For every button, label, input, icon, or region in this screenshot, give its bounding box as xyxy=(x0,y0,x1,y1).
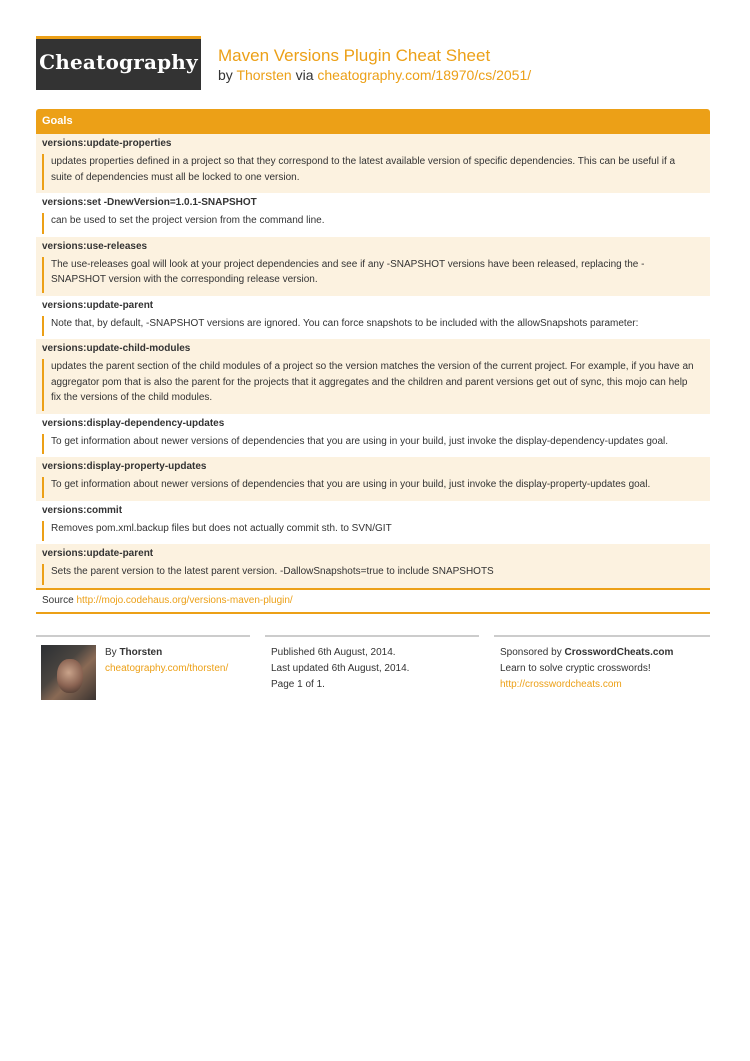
page-count: Page 1 of 1. xyxy=(271,679,325,690)
list-item xyxy=(36,457,710,501)
goals-section xyxy=(36,109,710,614)
list-item xyxy=(36,296,710,340)
section-heading: Goals xyxy=(36,109,710,134)
term: versions:use-releases xyxy=(42,240,148,252)
description: updates properties defined in a project so that they correspond to the latest available version of specific dependencies. This can be useful if a suite of dependencies must all be locked to one version. xyxy=(42,154,710,190)
sponsor-link[interactable]: http://crosswordcheats.com xyxy=(500,679,622,690)
list-item xyxy=(36,237,710,296)
published-date: Published 6th August, 2014. xyxy=(271,647,396,658)
term: versions:commit xyxy=(42,504,123,516)
by-label: by xyxy=(218,67,233,83)
list-item xyxy=(36,544,710,588)
list-item xyxy=(36,414,710,458)
byline xyxy=(218,67,531,83)
cheatography-logo[interactable] xyxy=(36,36,201,90)
term: versions:set -DnewVersion=1.0.1-SNAPSHOT xyxy=(42,197,257,208)
author-name: Thorsten xyxy=(119,647,163,658)
description: Note that, by default, -SNAPSHOT versions are ignored. You can force snapshots to be included with the allowSnapshots parameter: xyxy=(42,316,710,337)
via-label: via xyxy=(295,67,314,83)
author-link[interactable]: Thorsten xyxy=(236,67,292,83)
term: versions:update-properties xyxy=(42,138,172,149)
updated-date: Last updated 6th August, 2014. xyxy=(271,663,410,674)
source-line xyxy=(36,588,710,614)
avatar[interactable] xyxy=(41,645,96,700)
description: updates the parent section of the child modules of a project so the version matches the version of the current project. For example, if you have an aggregator pom that is also the parent for the projects that it aggregates and the children and parent versions get out of sync, this mojo can help fix the versions of the child modules. xyxy=(42,359,710,411)
list-item xyxy=(36,134,710,193)
description: can be used to set the project version from the command line. xyxy=(42,213,710,234)
logo-text: Cheatography xyxy=(39,50,198,74)
term: versions:update-child-modules xyxy=(42,343,191,354)
source-label: Source xyxy=(42,594,74,606)
sponsor-name: CrosswordCheats.com xyxy=(564,647,674,658)
description: To get information about newer versions of dependencies that you are using in your build, just invoke the display-property-updates goal. xyxy=(42,477,710,498)
list-item xyxy=(36,501,710,545)
term: versions:update-parent xyxy=(42,299,154,311)
description: Sets the parent version to the latest parent version. -DallowSnapshots=true to include SNAPSHOTS xyxy=(42,564,710,585)
page-title: Maven Versions Plugin Cheat Sheet xyxy=(218,46,491,65)
list-item xyxy=(36,339,710,414)
term: versions:update-parent xyxy=(42,548,154,559)
publish-info xyxy=(265,635,479,693)
list-item xyxy=(36,193,710,237)
sponsor-info xyxy=(494,635,710,693)
author-by-label: By xyxy=(105,647,117,658)
author-footer xyxy=(36,635,250,674)
description: To get information about newer versions of dependencies that you are using in your build, just invoke the display-dependency-updates goal. xyxy=(42,434,710,455)
term: versions:display-dependency-updates xyxy=(42,417,225,429)
sponsor-label: Sponsored by xyxy=(500,647,562,658)
sheet-url-link[interactable]: cheatography.com/18970/cs/2051/ xyxy=(317,67,532,83)
description: Removes pom.xml.backup files but does not actually commit sth. to SVN/GIT xyxy=(42,521,710,542)
source-link[interactable]: http://mojo.codehaus.org/versions-maven-plugin/ xyxy=(76,594,293,606)
description: The use-releases goal will look at your project dependencies and see if any -SNAPSHOT versions have been released, replacing the -SNAPSHOT version with the corresponding release version. xyxy=(42,257,710,293)
term: versions:display-property-updates xyxy=(42,461,207,472)
author-profile-link[interactable]: cheatography.com/thorsten/ xyxy=(105,663,229,674)
sponsor-tagline: Learn to solve cryptic crosswords! xyxy=(500,663,651,674)
